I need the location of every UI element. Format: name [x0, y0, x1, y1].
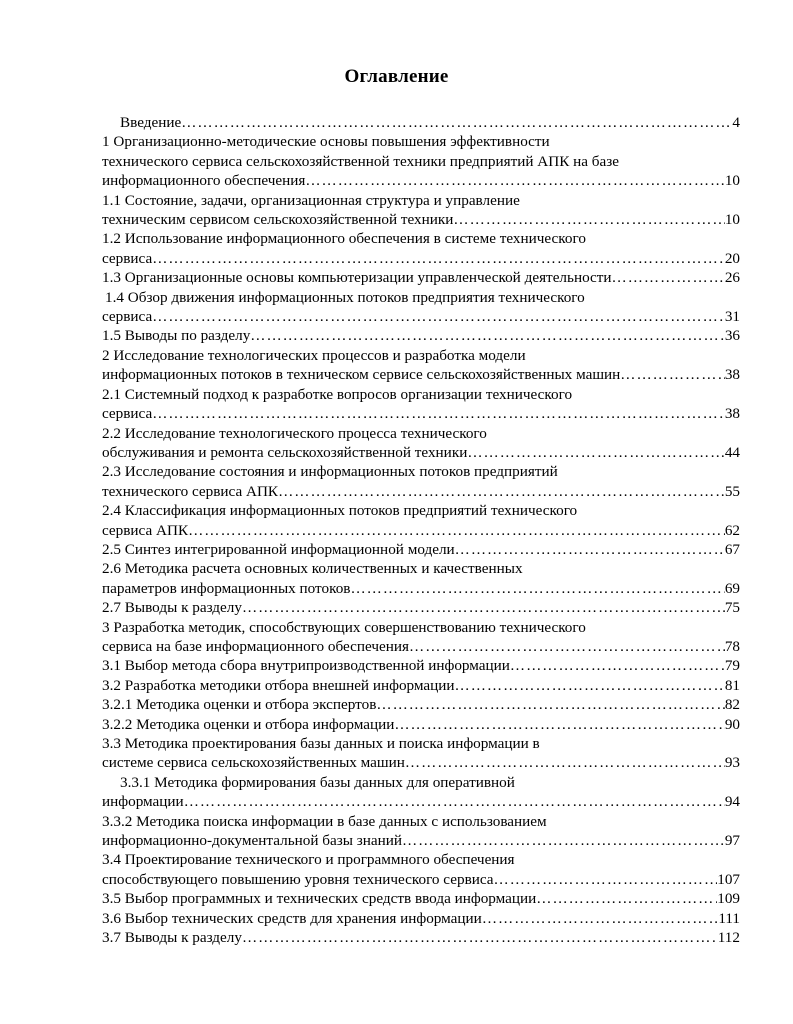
toc-entry-leader-line	[102, 326, 740, 345]
toc-entry	[102, 288, 740, 327]
toc-entry	[102, 734, 740, 773]
toc-entry	[102, 715, 740, 734]
dot-leader	[494, 870, 718, 889]
toc-page-number: 93	[724, 754, 740, 772]
toc-entry-leader-line	[102, 540, 740, 559]
toc-entry-leader-line	[102, 695, 740, 714]
toc-entry	[102, 424, 740, 463]
toc-page-number: 44	[724, 443, 740, 461]
dot-leader	[409, 637, 725, 656]
toc-entry	[102, 695, 740, 714]
toc-entry-leader-line	[102, 870, 740, 889]
toc-entry-title: 3.7 Выводы к разделу	[102, 929, 242, 947]
toc-entry-title: 3.6 Выбор технических средств для хранения информации	[102, 909, 482, 927]
toc-entry-leader-line	[102, 928, 740, 947]
dot-leader	[612, 268, 725, 287]
toc-entry-leader-line	[102, 579, 740, 598]
toc-entry-title: Введение	[120, 114, 182, 131]
toc-page-number: 26	[724, 269, 740, 287]
toc-entry-title: информационного обеспечения	[102, 172, 306, 190]
dot-leader	[152, 249, 725, 268]
toc-entry-leader-line	[102, 676, 740, 695]
toc-entry	[102, 385, 740, 424]
dot-leader	[181, 113, 732, 132]
toc-page-number: 112	[717, 929, 740, 947]
toc-entry-leader-line	[102, 715, 740, 734]
toc-entry-leader-line	[102, 482, 740, 501]
dot-leader	[278, 482, 725, 501]
toc-entry	[102, 850, 740, 889]
toc-entry-line: 2.2 Исследование технологического процесса технического	[102, 424, 487, 442]
toc-entry-title: способствующего повышению уровня технического сервиса	[102, 870, 494, 888]
dot-leader	[376, 695, 724, 714]
toc-entry	[102, 559, 740, 598]
toc-entry-leader-line	[102, 889, 740, 908]
dot-leader	[152, 404, 725, 423]
dot-leader	[184, 792, 725, 811]
page-title: Оглавление	[344, 66, 449, 87]
toc-entry-leader-line	[102, 249, 740, 268]
toc-entry	[102, 618, 740, 657]
toc-entry	[102, 540, 740, 559]
toc-entry-line: 1.4 Обзор движения информационных потоков предприятия технического	[105, 288, 585, 306]
toc-page-number: 97	[724, 832, 740, 850]
toc-entry-title: системе сервиса сельскохозяйственных машин	[102, 754, 405, 772]
toc-entry-leader-line	[102, 909, 740, 928]
toc-entry-line: 2 Исследование технологических процессов и разработка модели	[102, 346, 526, 364]
toc-entry-title: сервиса на базе информационного обеспечения	[102, 637, 410, 655]
toc-entry-title: информационно-документальной базы знаний	[102, 832, 402, 850]
toc-entry-line: 2.1 Системный подход к разработке вопросов организации технического	[102, 385, 573, 403]
toc-entry-line: 2.4 Классификация информационных потоков предприятий технического	[102, 502, 578, 520]
dot-leader	[536, 889, 717, 908]
toc-entry-title: сервиса	[102, 249, 153, 267]
toc-entry	[102, 676, 740, 695]
toc-entry	[102, 928, 740, 947]
toc-entry-title: обслуживания и ремонта сельскохозяйственной техники	[102, 443, 468, 461]
toc-entry-leader-line	[102, 656, 740, 675]
dot-leader	[350, 579, 724, 598]
dot-leader	[467, 443, 724, 462]
dot-leader	[482, 909, 719, 928]
toc-entry-leader-line	[102, 443, 740, 462]
toc-entry-title: 3.2.1 Методика оценки и отбора экспертов	[102, 696, 377, 714]
dot-leader	[453, 210, 724, 229]
toc-page-number: 10	[724, 211, 740, 229]
toc-entry-line: 1 Организационно-методические основы повышения эффективности	[102, 133, 550, 151]
toc-entry	[102, 656, 740, 675]
toc-entry-line: 1.2 Использование информационного обеспечения в системе технического	[102, 230, 586, 248]
toc-entry-title: информации	[102, 793, 184, 811]
toc-entry-leader-line	[102, 521, 740, 540]
toc-entry-title: информационных потоков в техническом сервисе сельскохозяйственных машин	[102, 366, 621, 384]
toc-entry-leader-line	[102, 268, 740, 287]
dot-leader	[242, 928, 718, 947]
toc-entry-line: 3.4 Проектирование технического и программного обеспечения	[102, 851, 515, 869]
toc-entry-leader-line	[102, 113, 740, 132]
toc-page-number: 109	[717, 890, 740, 908]
toc-entry	[102, 462, 740, 501]
dot-leader	[394, 715, 724, 734]
dot-leader	[510, 656, 725, 675]
toc-entry-title: 2.5 Синтез интегрированной информационной модели	[102, 540, 455, 558]
toc-entry-line: 3 Разработка методик, способствующих совершенствованию технического	[102, 618, 586, 636]
toc-page-number: 107	[717, 870, 740, 888]
toc-entry	[102, 598, 740, 617]
toc-entry	[102, 909, 740, 928]
toc-entry	[102, 132, 740, 190]
toc-page-number: 62	[724, 521, 740, 539]
toc-page-number: 55	[724, 482, 740, 500]
toc-page-number: 38	[724, 366, 740, 384]
toc-entry-line: 2.6 Методика расчета основных количественных и качественных	[102, 560, 523, 578]
toc-page-number: 81	[724, 676, 740, 694]
toc-page-number: 67	[724, 540, 740, 558]
toc-entry-leader-line	[102, 753, 740, 772]
toc-entry-line: 3.3 Методика проектирования базы данных и поиска информации в	[102, 735, 540, 752]
toc-entry-leader-line	[102, 637, 740, 656]
dot-leader	[152, 307, 725, 326]
toc-entry	[102, 268, 740, 287]
dot-leader	[305, 171, 724, 190]
toc-page-number: 10	[724, 172, 740, 190]
toc-entry-title: 3.2.2 Методика оценки и отбора информации	[102, 715, 395, 733]
toc-entry-title: сервиса	[102, 308, 153, 326]
toc-entry-leader-line	[102, 792, 740, 811]
toc-entry-leader-line	[102, 365, 740, 384]
toc-entry-line: 1.1 Состояние, задачи, организационная структура и управление	[102, 191, 520, 209]
toc-page-number: 69	[724, 579, 740, 597]
toc-entry	[102, 113, 740, 132]
toc-page-number: 111	[718, 909, 740, 927]
toc-page-number: 78	[724, 637, 740, 655]
toc-entry-leader-line	[102, 598, 740, 617]
dot-leader	[455, 540, 725, 559]
toc-entry-title: 1.5 Выводы по разделу	[102, 327, 251, 345]
toc-entry-title: техническим сервисом сельскохозяйственной техники	[102, 211, 454, 229]
toc-page-number: 82	[724, 696, 740, 714]
dot-leader	[242, 598, 725, 617]
toc-entry-leader-line	[102, 210, 740, 229]
dot-leader	[455, 676, 725, 695]
table-of-contents	[102, 113, 740, 947]
toc-entry-title: 3.5 Выбор программных и технических средств ввода информации	[102, 890, 537, 908]
toc-page-number: 31	[724, 308, 740, 326]
dot-leader	[188, 521, 725, 540]
toc-page-number: 4	[732, 114, 740, 131]
toc-entry-line: 3.3.1 Методика формирования базы данных для оперативной	[120, 773, 515, 791]
toc-entry-title: технического сервиса АПК	[102, 482, 279, 500]
toc-entry	[102, 326, 740, 345]
toc-entry-leader-line	[102, 404, 740, 423]
toc-entry-line: 3.3.2 Методика поиска информации в базе данных с использованием	[102, 812, 547, 830]
toc-page-number: 94	[724, 793, 740, 811]
toc-page-number: 79	[724, 657, 740, 675]
toc-entry-title: 2.7 Выводы к разделу	[102, 599, 242, 617]
toc-entry	[102, 191, 740, 230]
dot-leader	[402, 831, 725, 850]
toc-page-number: 90	[724, 715, 740, 733]
dot-leader	[620, 365, 725, 384]
toc-entry-title: 3.2 Разработка методики отбора внешней информации	[102, 676, 455, 694]
toc-entry-leader-line	[102, 831, 740, 850]
toc-entry-line: 2.3 Исследование состояния и информационных потоков предприятий	[102, 463, 558, 481]
toc-entry	[102, 501, 740, 540]
toc-page-number: 75	[724, 599, 740, 617]
toc-page-number: 38	[724, 405, 740, 423]
toc-entry-leader-line	[102, 307, 740, 326]
dot-leader	[405, 753, 725, 772]
toc-entry	[102, 889, 740, 908]
toc-entry	[102, 773, 740, 812]
toc-entry-leader-line	[102, 171, 740, 190]
toc-entry-title: 1.3 Организационные основы компьютеризации управленческой деятельности	[102, 269, 612, 287]
toc-entry-title: сервиса	[102, 405, 153, 423]
toc-page-number: 20	[724, 249, 740, 267]
toc-entry	[102, 812, 740, 851]
toc-entry-title: сервиса АПК	[102, 521, 189, 539]
dot-leader	[250, 326, 725, 345]
toc-entry-title: параметров информационных потоков	[102, 579, 351, 597]
toc-entry-line: технического сервиса сельскохозяйственной техники предприятий АПК на базе	[102, 152, 620, 170]
toc-entry	[102, 229, 740, 268]
toc-entry	[102, 346, 740, 385]
toc-entry-title: 3.1 Выбор метода сбора внутрипроизводственной информации	[102, 657, 510, 675]
toc-page-number: 36	[724, 327, 740, 345]
